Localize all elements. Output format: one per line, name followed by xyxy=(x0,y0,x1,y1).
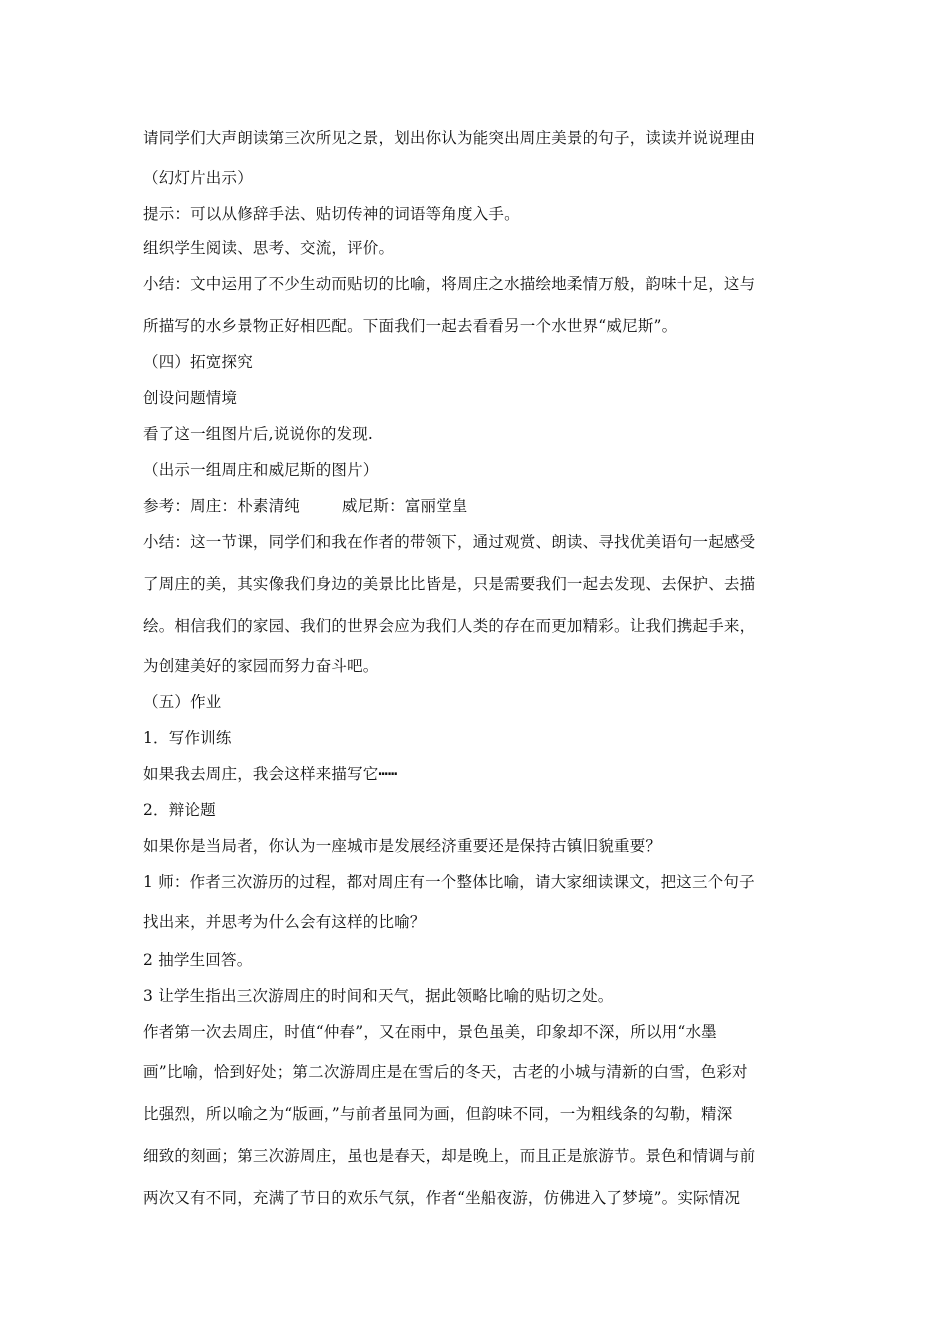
paragraph-line: （幻灯片出示） xyxy=(143,169,253,187)
paragraph-line: 绘。相信我们的家园、我们的世界会应为我们人类的存在而更加精彩。让我们携起手来， xyxy=(143,617,756,635)
paragraph-line: 3 让学生指出三次游周庄的时间和天气，据此领略比喻的贴切之处。 xyxy=(143,987,614,1005)
paragraph-line: 请同学们大声朗读第三次所见之景，划出你认为能突出周庄美景的句子，读读并说说理由 xyxy=(143,129,756,147)
paragraph-line: 1．写作训练 xyxy=(143,729,232,747)
paragraph-line: 创设问题情境 xyxy=(143,389,238,407)
paragraph-line: 比强烈，所以喻之为“版画，”与前者虽同为画，但韵味不同，一为粗线条的勾勒，精深 xyxy=(143,1105,733,1123)
section-heading: （四）拓宽探究 xyxy=(143,353,253,371)
paragraph-line: 小结：文中运用了不少生动而贴切的比喻，将周庄之水描绘地柔情万般，韵味十足，这与 xyxy=(143,275,756,293)
reference-line xyxy=(143,496,468,516)
reference-zhouzhuang: 参考：周庄：朴素清纯 xyxy=(143,497,301,515)
paragraph-line: 1 师：作者三次游历的过程，都对周庄有一个整体比喻，请大家细读课文，把这三个句子 xyxy=(143,873,755,891)
paragraph-line: 细致的刻画；第三次游周庄，虽也是春天，却是晚上，而且正是旅游节。景色和情调与前 xyxy=(143,1147,756,1165)
paragraph-line: （出示一组周庄和威尼斯的图片） xyxy=(143,461,379,479)
paragraph-line: 2 抽学生回答。 xyxy=(143,951,253,969)
paragraph-line: 小结：这一节课，同学们和我在作者的带领下，通过观赏、朗读、寻找优美语句一起感受 xyxy=(143,533,756,551)
paragraph-line: 找出来，并思考为什么会有这样的比喻？ xyxy=(143,913,426,931)
paragraph-line: 为创建美好的家园而努力奋斗吧。 xyxy=(143,657,379,675)
paragraph-line: 提示：可以从修辞手法、贴切传神的词语等角度入手。 xyxy=(143,205,520,223)
paragraph-line: 画”比喻，恰到好处；第二次游周庄是在雪后的冬天，古老的小城与清新的白雪，色彩对 xyxy=(143,1063,748,1081)
paragraph-line: 两次又有不同，充满了节日的欢乐气氛，作者“坐船夜游，仿佛进入了梦境”。实际情况 xyxy=(143,1189,741,1207)
paragraph-line: 组织学生阅读、思考、交流，评价。 xyxy=(143,239,395,257)
paragraph-line: 看了这一组图片后,说说你的发现. xyxy=(143,425,374,443)
paragraph-line: 所描写的水乡景物正好相匹配。下面我们一起去看看另一个水世界“威尼斯”。 xyxy=(143,317,678,335)
paragraph-line: 如果你是当局者，你认为一座城市是发展经济重要还是保持古镇旧貌重要？ xyxy=(143,837,662,855)
paragraph-line: 了周庄的美，其实像我们身边的美景比比皆是，只是需要我们一起去发现、去保护、去描 xyxy=(143,575,756,593)
paragraph-line: 如果我去周庄，我会这样来描写它┅┅ xyxy=(143,765,398,783)
reference-venice: 威尼斯：富丽堂皇 xyxy=(342,497,468,515)
section-heading: （五）作业 xyxy=(143,693,222,711)
paragraph-line: 2．辩论题 xyxy=(143,801,216,819)
paragraph-line: 作者第一次去周庄，时值“仲春”，又在雨中，景色虽美，印象却不深，所以用“水墨 xyxy=(143,1023,717,1041)
